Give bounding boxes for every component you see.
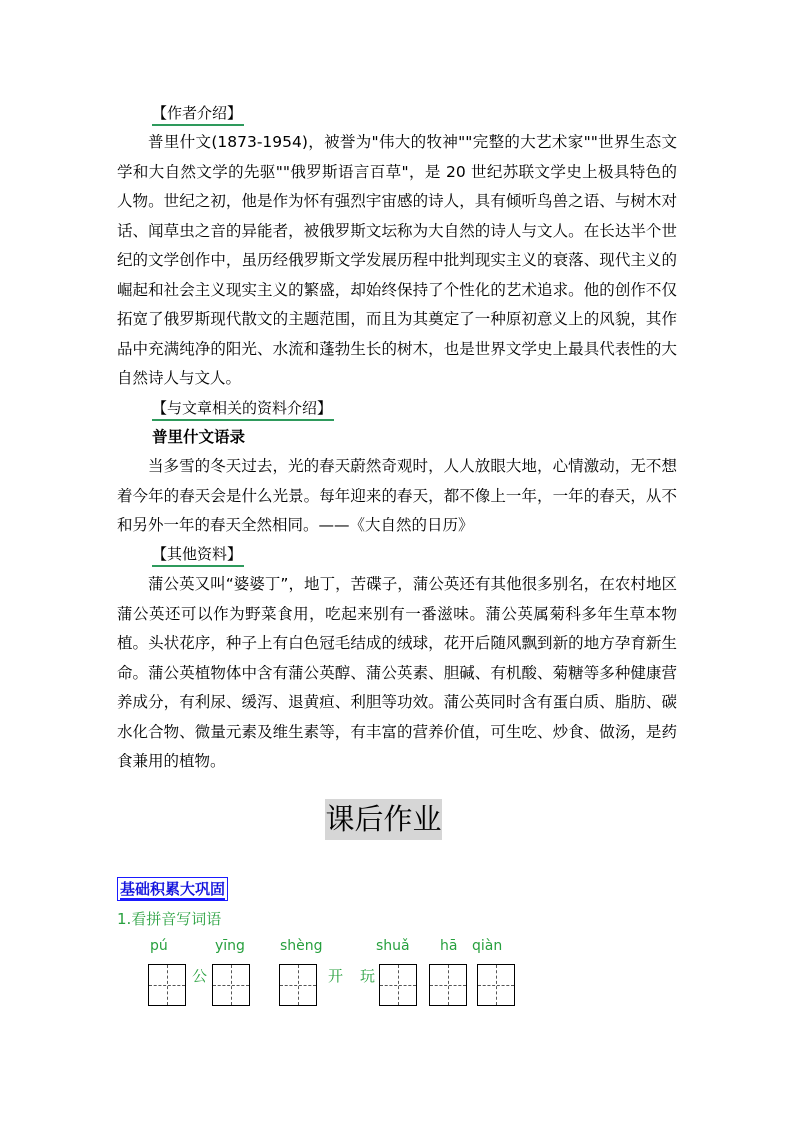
author-intro-heading: 【作者介绍】 — [152, 103, 244, 126]
given-character: 公 — [192, 967, 208, 985]
given-character: 开 — [328, 967, 344, 985]
pinyin-label: shèng — [280, 938, 323, 954]
pinyin-label: shuǎ — [376, 938, 410, 954]
section-label-text: 基础积累大巩固 — [120, 880, 226, 898]
writing-grid-box[interactable] — [429, 964, 467, 1006]
related-material-heading: 【与文章相关的资料介绍】 — [152, 398, 334, 421]
pinyin-label: pú — [150, 938, 168, 954]
writing-grid-box[interactable] — [148, 964, 186, 1006]
quote-paragraph: 当多雪的冬天过去，光的春天蔚然奇观时，人人放眼大地，心情激动，无不想着今年的春天会是什么光景。每年迎来的春天，都不像上一年，一年的春天，从不和另外一年的春天全然相同。——《大自然的日历》 — [117, 457, 677, 534]
pinyin-label: yīng — [215, 938, 245, 954]
author-intro-paragraph: 普里什文(1873-1954)，被誉为"伟大的牧神""完整的大艺术家""世界生态文学和大自然文学的先驱""俄罗斯语言百草"，是 20 世纪苏联文学史上极具特色的人物。世纪之初，他是作为怀有强烈宇宙感的诗人，具有倾听鸟兽之语、与树木对话、闻草虫之音的异能者，被俄罗斯文坛称为大自然的诗人与文人。在长达半个世纪的文学创作中，虽历经俄罗斯文学发展历程中批判现实主义的衰落、现代主义的崛起和社会主义现实主义的繁盛，却始终保持了个性化的艺术追求。他的创作不仅拓宽了俄罗斯现代散文的主题范围，而且为其奠定了一种原初意义上的风貌，其作品中充满纯净的阳光、水流和蓬勃生长的树木，也是世界文学史上最具代表性的大自然诗人与文人。 — [117, 133, 677, 387]
quotes-subtitle: 普里什文语录 — [152, 428, 246, 446]
writing-grid-box[interactable] — [477, 964, 515, 1006]
pinyin-label: qiàn — [472, 938, 503, 954]
other-material-heading: 【其他资料】 — [152, 544, 244, 567]
given-character: 玩 — [360, 967, 376, 985]
dandelion-paragraph: 蒲公英又叫“婆婆丁”，地丁，苦碟子，蒲公英还有其他很多别名，在农村地区蒲公英还可以作为野菜食用，吃起来别有一番滋味。蒲公英属菊科多年生草本物植。头状花序，种子上有白色冠毛结成的绒球，花开后随风飘到新的地方孕育新生命。蒲公英植物体中含有蒲公英醇、蒲公英素、胆碱、有机酸、菊糖等多种健康营养成分，有利尿、缓泻、退黄疸、利胆等功效。蒲公英同时含有蛋白质、脂肪、碳水化合物、微量元素及维生素等，有丰富的营养价值，可生吃、炒食、做汤，是药食兼用的植物。 — [117, 575, 677, 770]
writing-grid-box[interactable] — [279, 964, 317, 1006]
section-label — [117, 877, 228, 901]
pinyin-label: hā — [440, 938, 458, 954]
homework-title: 课后作业 — [325, 799, 442, 840]
writing-grid-box[interactable] — [379, 964, 417, 1006]
writing-grid-box[interactable] — [212, 964, 250, 1006]
question-1: 1.看拼音写词语 — [117, 910, 222, 928]
